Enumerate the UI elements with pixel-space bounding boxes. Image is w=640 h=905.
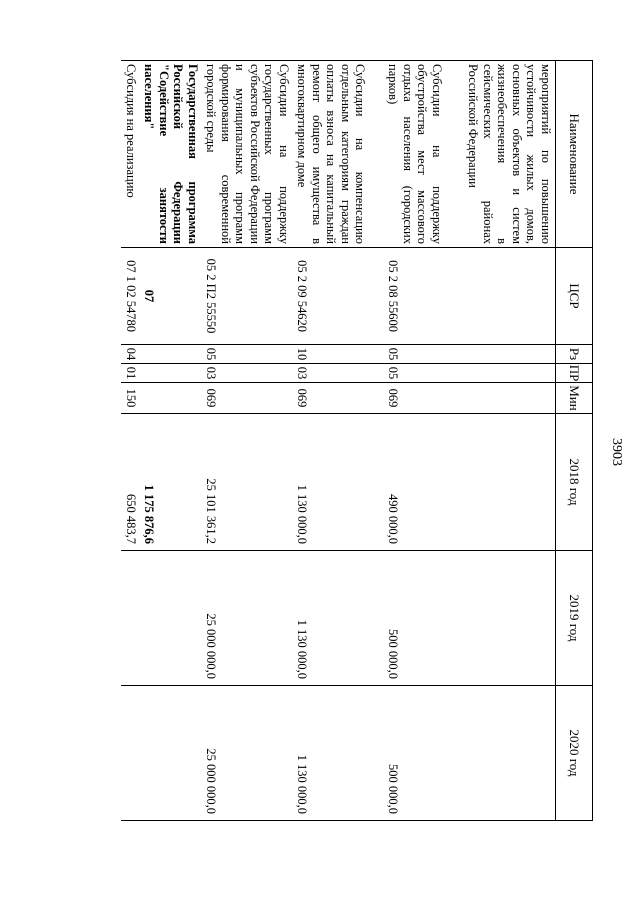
row-name: Государственная программа Российской Федерации "Содействие занятости населения"	[140, 61, 202, 248]
table-row	[464, 61, 556, 821]
row-min	[464, 383, 556, 414]
row-2019: 1 130 000,0	[293, 551, 384, 686]
row-2020	[140, 686, 202, 821]
table-row	[293, 61, 384, 821]
row-csr: 05 2 П2 55550	[202, 248, 293, 345]
row-rz	[140, 345, 202, 364]
row-pr: 05	[384, 364, 464, 383]
rotated-page	[53, 60, 593, 820]
table-row	[122, 61, 141, 821]
header-name: Наименование	[556, 61, 593, 248]
row-2020: 25 000 000,0	[202, 686, 293, 821]
row-rz: 04	[122, 345, 141, 364]
row-min: 069	[293, 383, 384, 414]
row-2019	[140, 551, 202, 686]
row-2019	[122, 551, 141, 686]
row-2018: 1 175 876,6	[140, 414, 202, 551]
row-csr: 07 1 02 54780	[122, 248, 141, 345]
row-2018: 650 483,7	[122, 414, 141, 551]
row-rz: 10	[293, 345, 384, 364]
row-2020	[122, 686, 141, 821]
row-name: мероприятий по повышению устойчивости жилых домов, основных объектов и систем жизнеобеспечения в сейсмических районах Российской Федерации	[464, 61, 556, 248]
row-2018	[464, 414, 556, 551]
row-2020: 500 000,0	[384, 686, 464, 821]
row-rz: 05	[384, 345, 464, 364]
header-pr: ПР	[556, 364, 593, 383]
header-min: Мин	[556, 383, 593, 414]
row-2020	[464, 686, 556, 821]
row-pr: 03	[293, 364, 384, 383]
budget-table	[122, 60, 594, 821]
row-2018: 25 101 361,2	[202, 414, 293, 551]
row-csr: 05 2 08 55600	[384, 248, 464, 345]
row-2019	[464, 551, 556, 686]
header-rz: Рз	[556, 345, 593, 364]
table-row-program	[140, 61, 202, 821]
row-2018: 1 130 000,0	[293, 414, 384, 551]
row-name: Субсидия на реализацию	[122, 61, 141, 248]
header-2019: 2019 год	[556, 551, 593, 686]
row-pr	[464, 364, 556, 383]
row-name: Субсидии на поддержку обустройства мест массового отдыха населения (городских парков)	[384, 61, 464, 248]
row-min	[140, 383, 202, 414]
row-rz: 05	[202, 345, 293, 364]
row-2019: 25 000 000,0	[202, 551, 293, 686]
row-csr	[464, 248, 556, 345]
row-name: Субсидии на поддержку государственных программ субъектов Российской Федерации и муниципальных программ формирования современной городской среды	[202, 61, 293, 248]
header-2020: 2020 год	[556, 686, 593, 821]
table-row	[202, 61, 293, 821]
row-rz	[464, 345, 556, 364]
header-row	[556, 61, 593, 821]
row-min: 150	[122, 383, 141, 414]
row-min: 069	[384, 383, 464, 414]
row-2020: 1 130 000,0	[293, 686, 384, 821]
row-pr	[140, 364, 202, 383]
row-csr: 07	[140, 248, 202, 345]
row-name: Субсидии на компенсацию отдельным категориям граждан оплаты взноса на капитальный ремонт общего имущества в многоквартирном доме	[293, 61, 384, 248]
row-2018: 490 000,0	[384, 414, 464, 551]
row-pr: 01	[122, 364, 141, 383]
row-csr: 05 2 09 54620	[293, 248, 384, 345]
row-2019: 500 000,0	[384, 551, 464, 686]
row-pr: 03	[202, 364, 293, 383]
row-min: 069	[202, 383, 293, 414]
table-row	[384, 61, 464, 821]
header-csr: ЦСР	[556, 248, 593, 345]
page-number: 3903	[609, 438, 624, 466]
header-2018: 2018 год	[556, 414, 593, 551]
